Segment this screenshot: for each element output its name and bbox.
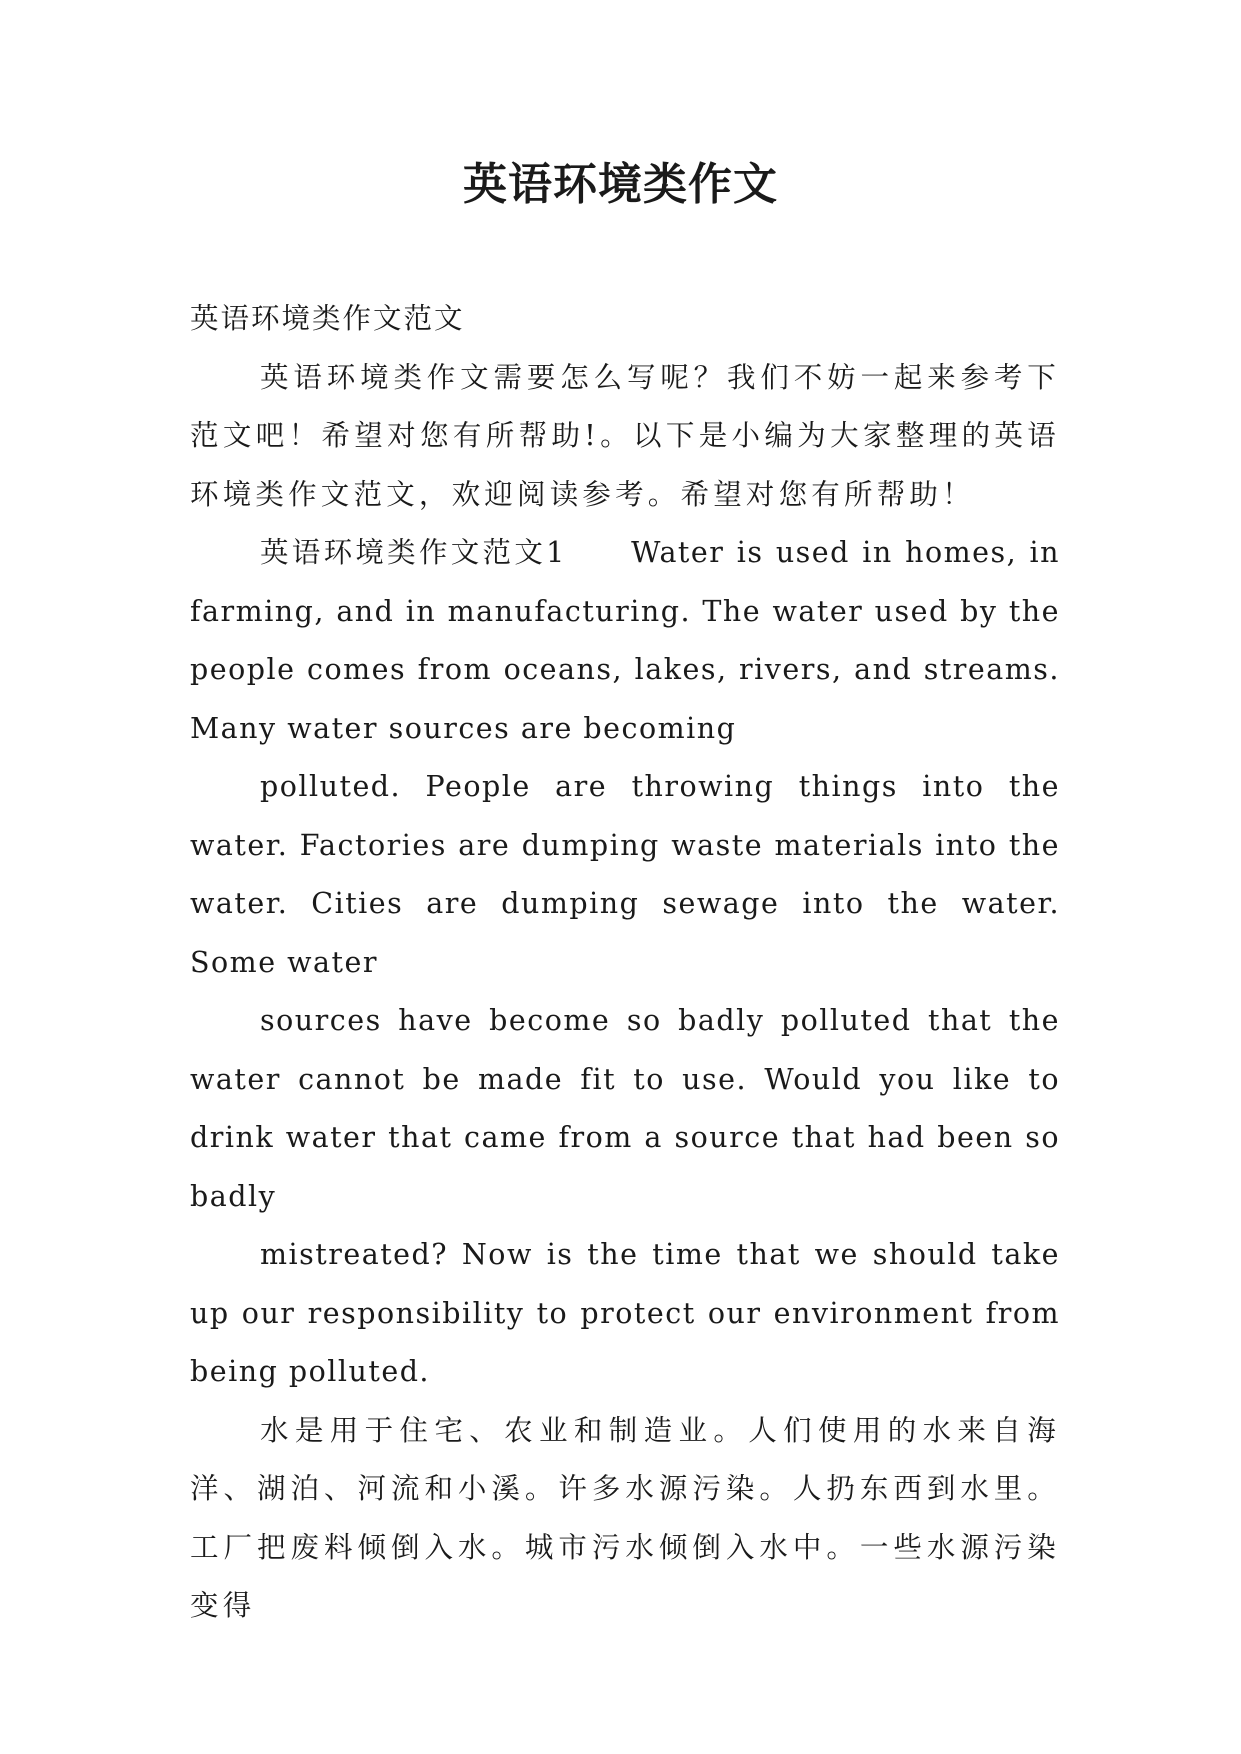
subheading: 英语环境类作文范文: [190, 302, 465, 335]
english-paragraph-4: mistreated? Now is the time that we should take up our responsibility to protect our environment from being polluted.: [190, 1238, 1060, 1388]
document-body: [190, 290, 1060, 1636]
english-paragraph-1: 英语环境类作文范文1 Water is used in homes, in farming, and in manufacturing. The water used by the people comes from oceans, lakes, rivers, and streams. Many water sources are becoming: [190, 536, 1060, 745]
english-paragraph-3: sources have become so badly polluted that the water cannot be made fit to use. Would you like to drink water that came from a source that had been so badly: [190, 1004, 1060, 1213]
document-title: 英语环境类作文: [463, 159, 778, 210]
intro-paragraph: 英语环境类作文需要怎么写呢？我们不妨一起来参考下范文吧！希望对您有所帮助!。以下是小编为大家整理的英语环境类作文范文，欢迎阅读参考。希望对您有所帮助！: [190, 360, 1060, 511]
chinese-translation-paragraph: 水是用于住宅、农业和制造业。人们使用的水来自海洋、湖泊、河流和小溪。许多水源污染。人扔东西到水里。工厂把废料倾倒入水。城市污水倾倒入水中。一些水源污染变得: [190, 1413, 1060, 1622]
english-paragraph-2: polluted. People are throwing things into the water. Factories are dumping waste materials into the water. Cities are dumping sewage into the water. Some water: [190, 770, 1060, 979]
